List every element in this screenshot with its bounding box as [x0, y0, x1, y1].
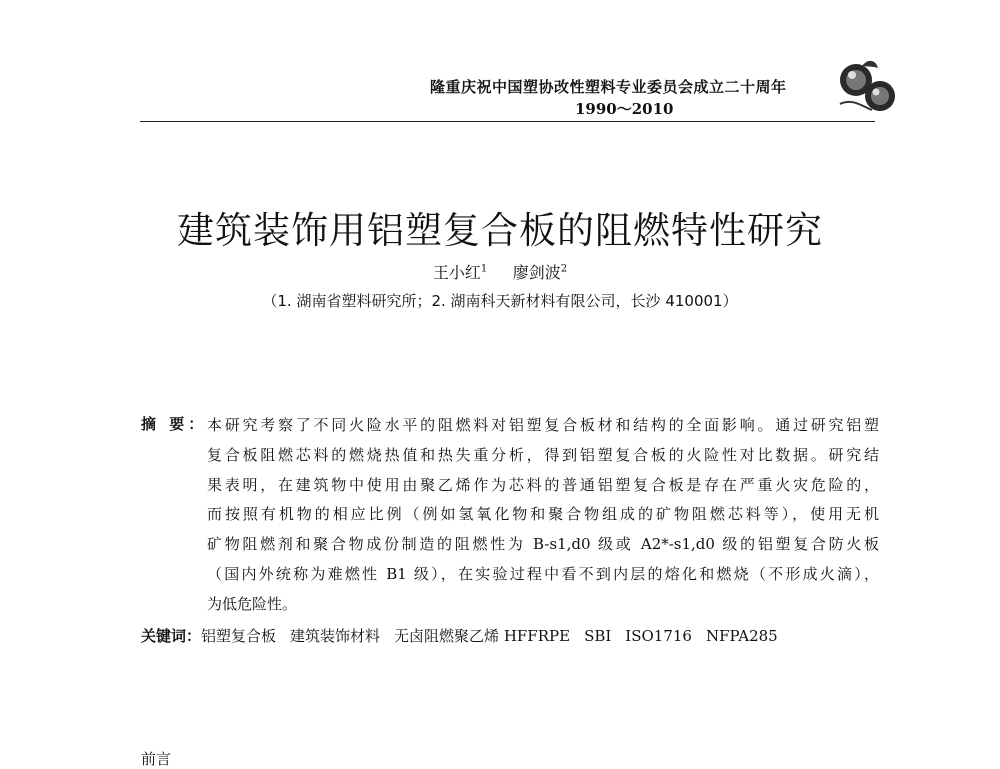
keyword: NFPA285 — [705, 627, 778, 645]
author-name: 廖剑波 — [512, 263, 561, 282]
fruit-logo-icon — [832, 58, 900, 116]
abstract-line: 而按照有机物的相应比例（例如氢氧化物和聚合物组成的矿物阻燃芯料等），使用无机 — [207, 505, 879, 524]
keyword: 无卤阻燃聚乙烯 HFFRPE — [394, 627, 571, 645]
keywords — [141, 625, 792, 646]
paper-title: 建筑装饰用铝塑复合板的阻燃特性研究 — [177, 209, 823, 252]
affiliation: （1. 湖南省塑料研究所；2. 湖南科天新材料有限公司，长沙 410001） — [262, 292, 738, 310]
keyword: 建筑装饰材料 — [290, 627, 381, 645]
header-banner: 隆重庆祝中国塑协改性塑料专业委员会成立二十周年 — [430, 78, 787, 96]
author-affil-mark: 2 — [560, 263, 568, 275]
abstract-line: 复合板阻燃芯料的燃烧热值和热失重分析，得到铝塑复合板的火险性对比数据。研究结 — [207, 445, 879, 464]
abstract-line: 矿物阻燃剂和聚合物成份制造的阻燃性为 B-s1,d0 级或 A2*-s1,d0 级的铝塑复合防火板 — [207, 535, 879, 554]
keywords-label: 关键词： — [141, 627, 202, 645]
keyword: 铝塑复合板 — [201, 627, 277, 645]
authors — [0, 260, 1000, 283]
keyword: ISO1716 — [625, 627, 692, 645]
abstract-line: （国内外统称为难燃性 B1 级），在实验过程中看不到内层的熔化和燃烧（不形成火滴）， — [207, 564, 879, 583]
header-rule — [140, 121, 875, 122]
author-name: 王小红 — [432, 263, 481, 282]
abstract-label: 摘 要： — [141, 415, 208, 433]
next-section-heading-fragment: 前言 — [141, 750, 172, 768]
author-affil-mark: 1 — [480, 263, 488, 275]
keyword: SBI — [584, 627, 612, 645]
abstract-line: 为低危险性。 — [207, 594, 298, 613]
header-years: 1990～2010 — [575, 100, 674, 118]
abstract-line: 果表明，在建筑物中使用由聚乙烯作为芯料的普通铝塑复合板是存在严重火灾危险的， — [207, 475, 879, 494]
abstract-line: 本研究考察了不同火险水平的阻燃料对铝塑复合板材和结构的全面影响。通过研究铝塑 — [207, 416, 879, 434]
abstract-body — [207, 411, 879, 620]
